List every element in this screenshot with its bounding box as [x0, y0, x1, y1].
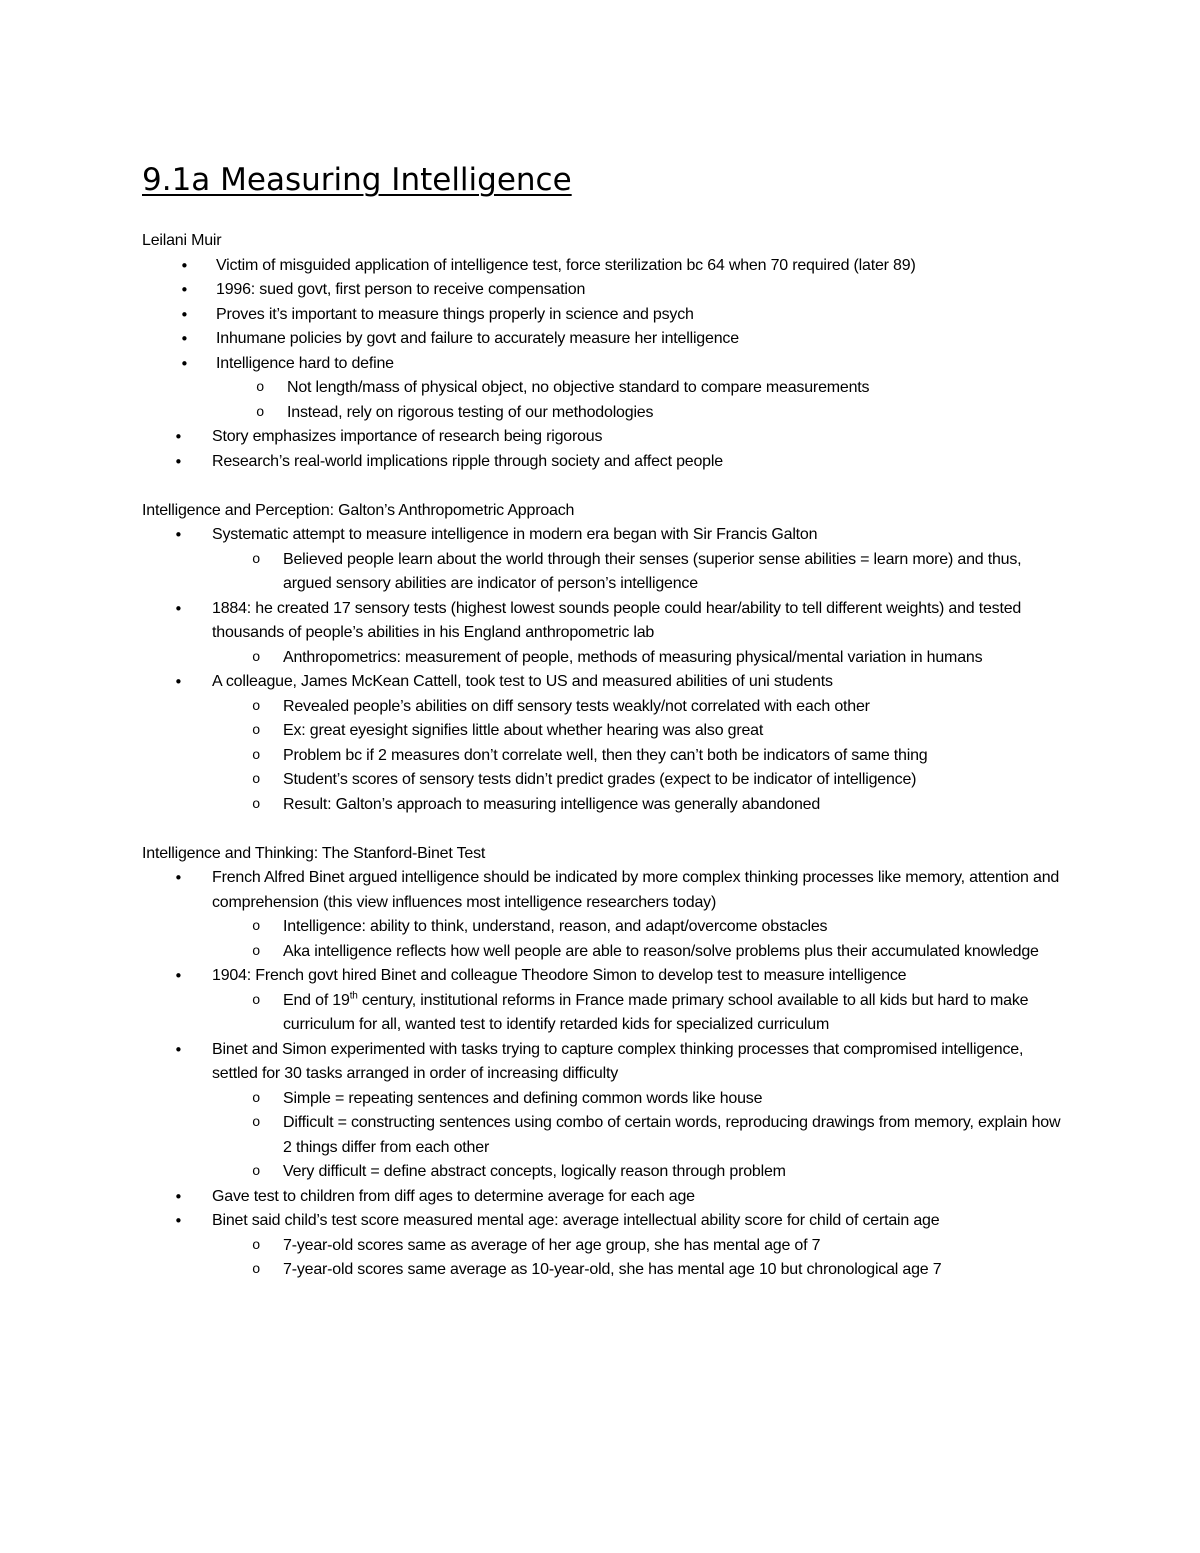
list-item: [142, 670, 1072, 817]
sub-list-item: o Believed people learn about the world through their senses (superior sense abilities = learn more) and thus, argued sensory abilities are indicator of person’s intelligence: [212, 548, 1072, 597]
sub-list-item: o Difficult = constructing sentences using combo of certain words, reproducing drawings from memory, explain how 2 things differ from each other: [212, 1111, 1072, 1160]
section-leilani-muir: [142, 229, 1072, 474]
bullet-list: [142, 523, 1072, 817]
notes-body: [142, 229, 1072, 1307]
list-item-text: Victim of misguided application of intelligence test, force sterilization bc 64 when 70 required (later 89): [216, 256, 916, 274]
list-item-text: Binet said child’s test score measured mental age: average intellectual ability score for child of certain age: [212, 1212, 940, 1229]
sub-list: [212, 989, 1072, 1038]
sub-list-item: o Result: Galton’s approach to measuring intelligence was generally abandoned: [212, 793, 1072, 818]
sub-list-item: o Ex: great eyesight signifies little about whether hearing was also great: [212, 719, 1072, 744]
sub-list: [212, 646, 1072, 671]
list-item-text: Proves it’s important to measure things properly in science and psych: [216, 305, 694, 323]
list-item: [142, 254, 1072, 279]
sub-list-item-text: century, institutional reforms in France made primary school available to all kids but hard to make curriculum for all, wanted test to identify retarded kids for specialized curriculum: [283, 991, 1029, 1033]
list-item-text: 1884: he created 17 sensory tests (highest lowest sounds people could hear/ability to tell different weights) and tested thousands of people’s abilities in his England anthropometric lab: [212, 599, 1022, 641]
sub-list-item: o Intelligence: ability to think, understand, reason, and adapt/overcome obstacles: [212, 915, 1072, 940]
sub-list: [212, 695, 1072, 818]
sub-list: [212, 915, 1072, 964]
sub-list: [212, 1234, 1072, 1283]
list-item: [142, 303, 1072, 328]
list-item-text: Gave test to children from diff ages to determine average for each age: [212, 1187, 695, 1205]
list-item: [142, 327, 1072, 352]
bullet-list: [142, 866, 1072, 1283]
sub-list-item: [212, 989, 1072, 1038]
sub-list-item: o Aka intelligence reflects how well people are able to reason/solve problems plus their accumulated knowledge: [212, 940, 1072, 965]
list-item: [142, 523, 1072, 597]
sub-list-item: o Student’s scores of sensory tests didn’t predict grades (expect to be indicator of intelligence): [212, 768, 1072, 793]
list-item: [142, 352, 1072, 426]
list-item-text: A colleague, James McKean Cattell, took test to US and measured abilities of uni students: [212, 673, 833, 690]
list-item: [142, 866, 1072, 964]
list-item: [142, 278, 1072, 303]
bullet-list: [142, 254, 1072, 475]
sub-list-item: o 7-year-old scores same as average of her age group, she has mental age of 7: [212, 1234, 1072, 1259]
list-item: [142, 1038, 1072, 1185]
list-item: [142, 425, 1072, 450]
list-item: [142, 1209, 1072, 1283]
sub-list-item: o Very difficult = define abstract concepts, logically reason through problem: [212, 1160, 1072, 1185]
sub-list-item-text: End of 19: [283, 991, 350, 1009]
sub-list: [212, 1087, 1072, 1185]
list-item-text: Binet and Simon experimented with tasks trying to capture complex thinking processes that compromised intelligence, settled for 30 tasks arranged in order of increasing difficulty: [212, 1040, 1024, 1082]
list-item-text: Intelligence hard to define: [216, 354, 394, 372]
list-item: [142, 964, 1072, 1038]
sub-list: [216, 376, 1072, 425]
sub-list-item: o Revealed people’s abilities on diff sensory tests weakly/not correlated with each other: [212, 695, 1072, 720]
list-item: [142, 1185, 1072, 1210]
sub-list-item: o Not length/mass of physical object, no objective standard to compare measurements: [216, 376, 1072, 401]
section-heading: Leilani Muir: [142, 232, 222, 249]
section-heading: Intelligence and Thinking: The Stanford-Binet Test: [142, 844, 486, 862]
list-item-text: French Alfred Binet argued intelligence should be indicated by more complex thinking processes like memory, attention and comprehension (this view influences most intelligence researchers today): [212, 869, 1060, 911]
list-item: [142, 597, 1072, 671]
list-item-text: Systematic attempt to measure intelligence in modern era began with Sir Francis Galton: [212, 526, 818, 543]
section-heading: Intelligence and Perception: Galton’s Anthropometric Approach: [142, 501, 575, 519]
section-stanford-binet: [142, 842, 1072, 1283]
sub-list-item: o Instead, rely on rigorous testing of our methodologies: [216, 401, 1072, 426]
sub-list: [212, 548, 1072, 597]
section-galton: [142, 499, 1072, 818]
sub-list-item: o Anthropometrics: measurement of people, methods of measuring physical/mental variation in humans: [212, 646, 1072, 671]
list-item-text: 1904: French govt hired Binet and colleague Theodore Simon to develop test to measure intelligence: [212, 967, 907, 984]
sub-list-item: o Simple = repeating sentences and defining common words like house: [212, 1087, 1072, 1112]
list-item-text: Story emphasizes importance of research being rigorous: [212, 428, 603, 445]
list-item-text: Research’s real-world implications ripple through society and affect people: [212, 452, 723, 470]
page-title: 9.1a Measuring Intelligence: [142, 162, 572, 198]
sub-list-item: o 7-year-old scores same average as 10-year-old, she has mental age 10 but chronological age 7: [212, 1258, 1072, 1283]
list-item: [142, 450, 1072, 475]
list-item-text: 1996: sued govt, first person to receive compensation: [216, 281, 586, 298]
sub-list-item: o Problem bc if 2 measures don’t correlate well, then they can’t both be indicators of same thing: [212, 744, 1072, 769]
list-item-text: Inhumane policies by govt and failure to accurately measure her intelligence: [216, 330, 739, 347]
superscript: th: [349, 990, 358, 1002]
